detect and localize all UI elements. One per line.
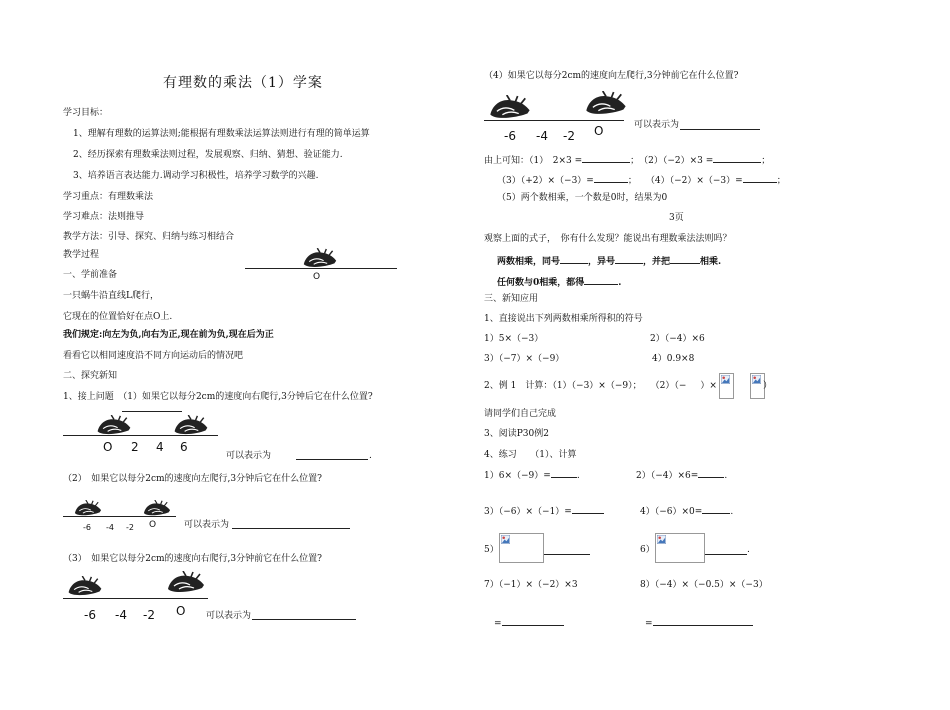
answer-blank[interactable] (705, 545, 747, 555)
answer-blank[interactable] (653, 616, 753, 626)
key-point: 学习重点：有理数乘法 (63, 192, 154, 202)
sign-task: 1、直接说出下列两数相乘所得积的符号 (484, 314, 643, 324)
snail-icon (172, 415, 210, 435)
practice-heading: 4、练习 （1）、计算 (484, 450, 577, 460)
movement-line (122, 411, 182, 412)
snail-text-1: 一只蜗牛沿直线L爬行， (63, 291, 159, 301)
tick-label: O (103, 440, 113, 454)
answer-blank[interactable] (551, 468, 577, 478)
answer-blank[interactable] (572, 504, 604, 514)
answer-blank[interactable] (584, 275, 618, 285)
goals-heading: 学习目标： (63, 108, 109, 118)
express-label: 可以表示为 (184, 520, 230, 530)
number-line (245, 268, 397, 269)
section-3-heading: 三、新知应用 (484, 294, 539, 304)
answer-blank[interactable] (698, 468, 724, 478)
tick-label: 2 (131, 440, 139, 454)
tick-label: 6 (180, 440, 188, 454)
tick-label: -6 (84, 608, 96, 622)
tick-label: -4 (536, 129, 548, 143)
tick-label: 4 (156, 440, 164, 454)
picture-icon (721, 375, 730, 384)
answer-blank[interactable] (232, 519, 350, 529)
origin-label: O (313, 272, 321, 282)
sign-item-3: 3）（−7）×（−9） (484, 354, 565, 364)
practice-8: 8）（−4）×（−0.5）×（−3） (640, 580, 768, 590)
expression-image (499, 533, 544, 563)
tick-label: -2 (126, 523, 134, 532)
answer-blank[interactable] (502, 616, 564, 626)
snail-text-2: 它现在的位置恰好在点O上. (63, 312, 173, 322)
snail-icon (302, 248, 338, 268)
answer-blank[interactable] (594, 173, 628, 183)
question-4: （4）如果它以每分2cm的速度向左爬行,3分钟前它在什么位置? (484, 71, 739, 81)
snail-icon (95, 415, 133, 435)
sign-rule: 我们规定:向左为负,向右为正,现在前为负,现在后为正 (63, 330, 274, 340)
answer-blank[interactable] (615, 254, 643, 264)
answer-blank[interactable] (680, 120, 760, 130)
snail-icon (66, 576, 104, 596)
number-line (484, 120, 624, 121)
summary-2: （3）（+2）×（−3）= ； （4）（−2）×（−3）= ； (497, 173, 786, 187)
goal-1: 1、理解有理数的运算法则;能根据有理数乘法运算法则进行有理的简单运算 (73, 129, 370, 139)
number-line (63, 516, 176, 517)
practice-4: 4）（−6）×0= . (640, 504, 733, 518)
answer-blank[interactable] (252, 610, 356, 620)
prep-heading: 一、学前准备 (63, 270, 118, 280)
snail-icon (166, 571, 206, 593)
self-complete: 请同学们自己完成 (484, 409, 557, 419)
tick-label: -2 (143, 608, 155, 622)
tick-label: O (176, 604, 186, 618)
watch-text: 看看它以相同速度沿不同方向运动后的情况吧 (63, 351, 244, 361)
number-line (63, 435, 218, 436)
page-number: 3页 (669, 213, 684, 223)
question-1: 1、接上问题 （1）如果它以每分2cm的速度向右爬行,3分钟后它在什么位置? (63, 392, 373, 402)
expression-image (655, 533, 705, 563)
zero-law: 任何数与0相乘，都得 . (497, 275, 621, 289)
sign-item-1: 1）5×（−3） (484, 334, 544, 344)
practice-7-answer: = (494, 616, 564, 630)
practice-6-label: 6） (640, 545, 655, 555)
snail-icon (73, 500, 103, 516)
practice-5-label: 5） (484, 545, 499, 555)
tick-label: -2 (563, 129, 575, 143)
express-label: 可以表示为 (206, 611, 252, 621)
express-label: 可以表示为 (226, 451, 272, 461)
question-2: （2） 如果它以每分2cm的速度向左爬行,3分钟后它在什么位置? (63, 474, 322, 484)
methods: 教学方法：引导、探究、归纳与练习相结合 (63, 232, 235, 242)
picture-icon (501, 535, 510, 544)
read-example: 3、阅读P30例2 (484, 429, 549, 439)
practice-2: 2）（−4）×6= . (636, 468, 727, 482)
answer-blank[interactable] (582, 153, 630, 163)
goal-2: 2、经历探索有理数乘法则过程，发展观察、归纳、猜想、验证能力. (73, 150, 343, 160)
goal-3: 3、培养语言表达能力.调动学习积极性，培养学习数学的兴趣. (73, 171, 319, 181)
fraction-image (719, 373, 734, 399)
sign-item-2: 2）（−4）×6 (650, 334, 705, 344)
process-heading: 教学过程 (63, 250, 100, 260)
practice-7: 7）（−1）×（−2）×3 (484, 580, 578, 590)
number-line (63, 598, 208, 599)
snail-icon (142, 500, 172, 516)
answer-blank[interactable] (702, 504, 730, 514)
summary-1: 由上可知：（1） 2×3 = ； （2）（−2）×3 = ； (484, 153, 770, 167)
practice-3: 3）（−6）×（−1）= (484, 504, 604, 518)
tick-label: O (149, 520, 157, 530)
difficulty: 学习难点：法则推导 (63, 212, 145, 222)
sign-item-4: 4）0.9×8 (652, 354, 695, 364)
tick-label: -4 (106, 523, 114, 532)
example-1: 2、例 1 计算：（1）（−3）×（−9）； （2）（− ）× (484, 381, 717, 391)
explore-heading: 二、探究新知 (63, 371, 118, 381)
answer-blank[interactable] (560, 254, 588, 264)
answer-blank[interactable] (296, 450, 368, 460)
summary-5: （5）两个数相乘，一个数是0时，结果为0 (497, 193, 668, 203)
answer-blank[interactable] (544, 545, 590, 555)
question-3: （3） 如果它以每分2cm的速度向右爬行,3分钟前它在什么位置? (63, 554, 322, 564)
picture-icon (657, 535, 666, 544)
snail-icon (584, 91, 628, 115)
answer-blank[interactable] (743, 173, 777, 183)
answer-blank[interactable] (713, 153, 761, 163)
express-label: 可以表示为 (634, 120, 680, 130)
tick-label: -6 (504, 129, 516, 143)
tick-label: O (594, 124, 604, 138)
tick-label: -4 (115, 608, 127, 622)
snail-icon (488, 95, 532, 119)
tick-label: -6 (83, 523, 91, 532)
answer-blank[interactable] (670, 254, 700, 264)
practice-8-answer: = (645, 616, 753, 630)
practice-1: 1）6×（−9）= . (484, 468, 580, 482)
page-title: 有理数的乘法（1）学案 (163, 75, 323, 91)
picture-icon (752, 375, 761, 384)
multiplication-law: 两数相乘，同号 ，异号 ，并把 相乘. (497, 254, 721, 268)
observe-question: 观察上面的式子， 你有什么发现？能说出有理数乘法法则吗？ (484, 234, 732, 244)
